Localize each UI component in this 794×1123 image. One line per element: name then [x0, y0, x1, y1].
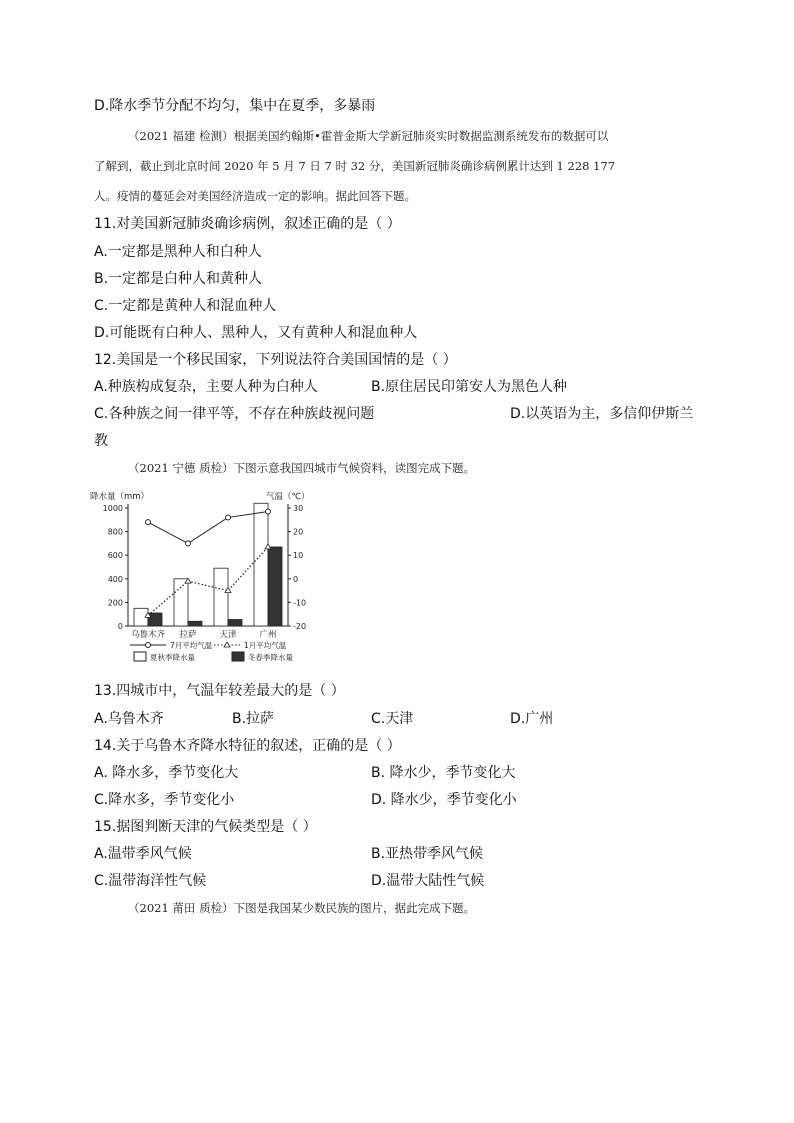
left-tick-label: 0: [117, 622, 123, 631]
question-14-option-c: C.降水多，季节变化小: [94, 792, 235, 808]
summer-autumn-precip-bar: [174, 579, 188, 626]
question-13-option-c: C.天津: [371, 711, 414, 727]
right-tick-label: -20: [293, 622, 307, 631]
winter-spring-precip-bar: [188, 621, 202, 626]
winter-spring-precip-bar: [228, 620, 242, 626]
category-label: 乌鲁木齐: [130, 630, 166, 640]
january-temperature-line: [148, 547, 268, 615]
question-12-option-d-continued: 教: [94, 433, 108, 449]
right-tick-label: 20: [293, 527, 304, 537]
passage-1-line-3: 人。疫情的蔓延会对美国经济造成一定的影响。据此回答下题。: [94, 189, 416, 203]
question-11-option-d: D.可能既有白种人、黑种人，又有黄种人和混血种人: [94, 325, 418, 341]
question-15-option-a: A.温带季风气候: [94, 846, 192, 862]
question-13-stem: 13.四城市中，气温年较差最大的是（ ）: [94, 683, 345, 699]
question-12-option-d: D.以英语为主，多信仰伊斯兰: [510, 406, 694, 422]
right-tick-label: -10: [293, 598, 307, 608]
question-11-option-c: C.一定都是黄种人和混血种人: [94, 298, 277, 314]
legend-july-marker: [146, 643, 151, 648]
question-12-stem: 12.美国是一个移民国家，下列说法符合美国国情的是（ ）: [94, 352, 457, 368]
legend-winter-label: 冬春季降水量: [248, 653, 293, 662]
question-11-option-a: A.一定都是黑种人和白种人: [94, 244, 262, 260]
july-temperature-point: [266, 509, 271, 514]
question-14-stem: 14.关于乌鲁木齐降水特征的叙述，正确的是（ ）: [94, 738, 401, 754]
question-14-option-d: D. 降水少，季节变化小: [371, 792, 517, 808]
left-axis-title: 降水量（mm）: [90, 492, 150, 502]
question-15-option-c: C.温带海洋性气候: [94, 873, 207, 889]
passage-1-line-1: （2021 福建 检测）根据美国约翰斯•霍普金斯大学新冠肺炎实时数据监测系统发布的数据可以: [128, 129, 609, 143]
passage-1-line-2: 了解到，截止到北京时间 2020 年 5 月 7 日 7 时 32 分，美国新冠肺炎确诊病例累计达到 1 228 177: [94, 159, 616, 173]
question-11-stem: 11.对美国新冠肺炎确诊病例，叙述正确的是（ ）: [94, 216, 401, 232]
question-13-option-d: D.广州: [510, 711, 554, 727]
summer-autumn-precip-bar: [254, 503, 268, 626]
right-axis-title: 气温（℃）: [266, 492, 310, 502]
question-13-option-a: A.乌鲁木齐: [94, 711, 164, 727]
question-15-option-d: D.温带大陆性气候: [371, 873, 485, 889]
question-14-option-b: B. 降水少，季节变化大: [371, 765, 516, 781]
legend-january-label: 1月平均气温: [244, 641, 287, 650]
question-12-option-a: A.种族构成复杂，主要人种为白种人: [94, 379, 318, 395]
left-tick-label: 400: [107, 574, 123, 584]
category-label: 天津: [219, 630, 237, 640]
winter-spring-precip-bar: [268, 547, 282, 626]
winter-spring-precip-bar: [148, 613, 162, 626]
right-tick-label: 30: [293, 504, 304, 513]
left-tick-label: 200: [107, 598, 123, 608]
legend-summer-label: 夏秋季降水量: [150, 653, 195, 662]
question-13-option-b: B.拉萨: [232, 711, 275, 727]
question-15-stem: 15.据图判断天津的气候类型是（ ）: [94, 819, 317, 835]
question-15-option-b: B.亚热带季风气候: [371, 846, 484, 862]
july-temperature-point: [146, 520, 151, 525]
right-tick-label: 0: [293, 574, 299, 584]
question-11-option-b: B.一定都是白种人和黄种人: [94, 271, 263, 287]
question-12-option-c: C.各种族之间一律平等，不存在种族歧视问题: [94, 406, 375, 422]
legend-winter-swatch: [232, 652, 244, 661]
left-tick-label: 600: [107, 551, 123, 561]
summer-autumn-precip-bar: [214, 568, 228, 626]
category-label: 拉萨: [179, 630, 197, 640]
passage-3: （2021 莆田 质检）下图是我国某少数民族的图片，据此完成下题。: [128, 901, 476, 915]
passage-2: （2021 宁德 质检）下图示意我国四城市气候资料，读图完成下题。: [128, 461, 476, 475]
right-tick-label: 10: [293, 551, 304, 561]
climate-chart: [88, 488, 318, 668]
legend-july-label: 7月平均气温: [170, 641, 213, 650]
question-14-option-a: A. 降水多，季节变化大: [94, 765, 239, 781]
legend-summer-swatch: [134, 652, 146, 661]
july-temperature-line: [148, 512, 268, 544]
left-tick-label: 800: [107, 527, 123, 537]
option-10-d: D.降水季节分配不均匀，集中在夏季，多暴雨: [94, 98, 376, 114]
july-temperature-point: [226, 515, 231, 520]
left-tick-label: 1000: [102, 504, 123, 513]
category-label: 广州: [259, 630, 277, 640]
question-12-option-b: B.原住居民印第安人为黑色人种: [371, 379, 568, 395]
july-temperature-point: [186, 541, 191, 546]
